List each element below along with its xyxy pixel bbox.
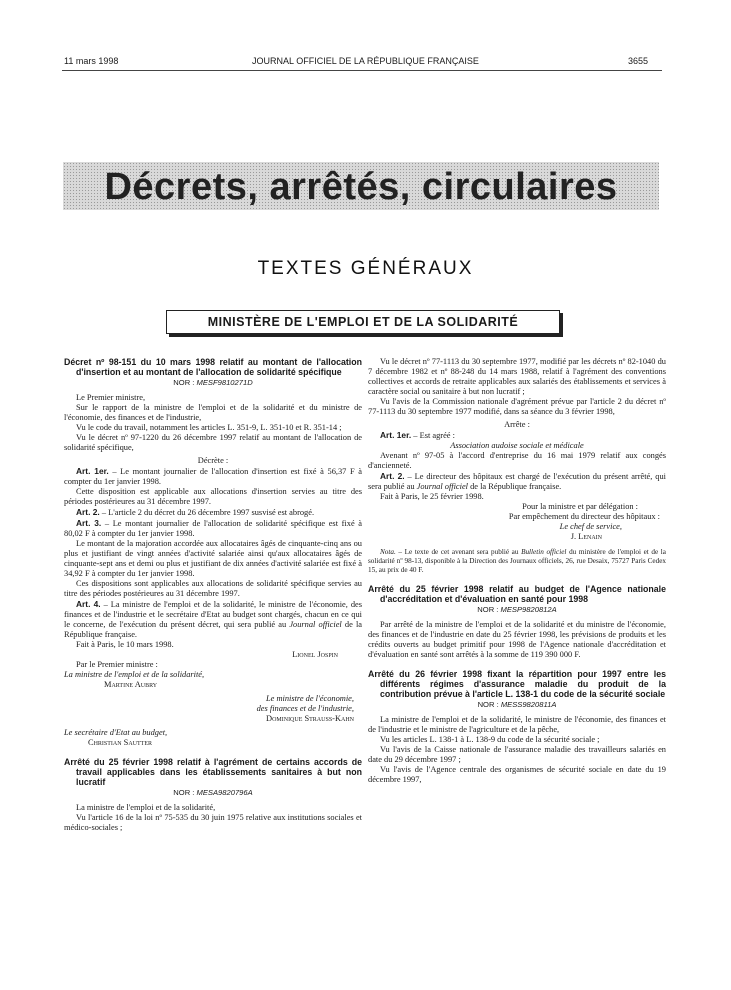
signature-role: Le ministre de l'économie, <box>265 694 354 703</box>
signature-name: Dominique Strauss-Kahn <box>266 714 354 723</box>
association-name: Association audoise sociale et médicale <box>450 441 584 450</box>
banner-title: Décrets, arrêtés, circulaires <box>104 166 618 208</box>
signature-name: Christian Sautter <box>88 738 152 747</box>
paragraph: Vu les articles L. 138-1 à L. 138-9 du code de la sécurité sociale ; <box>380 735 600 744</box>
decrete-label: Décrète : <box>197 456 229 465</box>
decree-title: Décret nº 98-151 du 10 mars 1998 relatif au montant de l'allocation d'insertion et au montant de l'allocation de solidarité spécifique <box>64 357 362 377</box>
decree-title: Arrêté du 25 février 1998 relatif au budget de l'Agence nationale d'accréditation et d'évaluation en santé pour 1998 <box>368 584 666 604</box>
paragraph: Le Premier ministre, <box>76 393 146 402</box>
paragraph: Vu le décret nº 97-1220 du 26 décembre 1997 relatif au montant de l'allocation de solidarité spécifique, <box>64 433 362 452</box>
signature-name: J. Lenain <box>570 532 602 541</box>
signature-name: Martine Aubry <box>104 680 158 689</box>
decree-title: Arrêté du 25 février 1998 relatif à l'agrément de certains accords de travail applicables dans les établissements sanitaires à but non lucratif <box>64 757 362 787</box>
decree-title: Arrêté du 26 février 1998 fixant la répartition pour 1997 entre les différents régimes d'assurance maladie du produit de la contribution prévue à l'article L. 138-1 du code de la sécurité sociale <box>368 669 666 699</box>
paragraph: Cette disposition est applicable aux allocations d'insertion servies au titre des périodes postérieures au 31 décembre 1997. <box>64 487 362 506</box>
signature-role: Par le Premier ministre : <box>76 660 158 669</box>
paragraph: Sur le rapport de la ministre de l'emploi et de la solidarité et du ministre de l'économie, des finances et de l'industrie, <box>64 403 362 422</box>
paragraph: Avenant nº 97-05 à l'accord d'entreprise du 16 mai 1979 relatif aux congés d'ancienneté. <box>368 451 666 470</box>
signature-role: Par empêchement du directeur des hôpitaux : <box>508 512 660 521</box>
article-2: Art. 2. – L'article 2 du décret du 26 décembre 1997 susvisé est abrogé. <box>76 507 315 517</box>
article-2: Art. 2. – Le directeur des hôpitaux est chargé de l'exécution du présent arrêté, qui sera publié au Journal officiel de la République française. <box>368 471 666 491</box>
paragraph: Ces dispositions sont applicables aux allocations de solidarité spécifique servies au titre des périodes postérieures au 31 décembre 1997. <box>64 579 362 598</box>
article-4: Art. 4. – La ministre de l'emploi et de la solidarité, le ministre de l'économie, des finances et de l'industrie et le secrétaire d'Etat au budget sont chargés, chacun en ce qui le concerne, de l'exécution du présent décret, qui sera publié au Journal officiel de la République française. <box>64 599 362 639</box>
paragraph: Vu l'avis de l'Agence centrale des organismes de sécurité sociale en date du 19 décembre 1997, <box>368 765 666 784</box>
arrete-label: Arrête : <box>504 420 530 429</box>
nor-reference: NOR : MESA9820796A <box>173 788 253 797</box>
signature-role: Le chef de service, <box>559 522 622 531</box>
header-journal-title: JOURNAL OFFICIEL DE LA RÉPUBLIQUE FRANÇAISE <box>252 56 479 66</box>
paragraph: La ministre de l'emploi et de la solidarité, le ministre de l'économie, des finances et de l'industrie et le ministre de l'agriculture et de la pêche, <box>368 715 666 734</box>
header-page-number: 3655 <box>628 56 649 66</box>
left-column <box>64 357 362 833</box>
paragraph: Le montant de la majoration accordée aux allocataires âgés de cinquante-cinq ans ou plus et justifiant de vingt années d'activité salariée ainsi qu'aux allocataires âgés de cinquante-sept ans et demi ou plus et justifiant de dix années d'activité salariée est fixé à 34,92 F à compter du 1er janvier 1998. <box>64 539 362 578</box>
paragraph: Par arrêté de la ministre de l'emploi et de la solidarité et du ministre de l'économie, des finances et de l'industrie en date du 25 février 1998, les prévisions de produits et les crédits ouverts au budget primitif pour 1998 de l'Agence nationale d'accréditation et d'évaluation en santé sont arrêtés à la somme de 119 390 000 F. <box>368 620 666 659</box>
signature-date: Fait à Paris, le 25 février 1998. <box>380 492 484 501</box>
signature-name: Lionel Jospin <box>292 650 338 659</box>
signature-role: des finances et de l'industrie, <box>256 704 354 713</box>
paragraph: Vu le code du travail, notamment les articles L. 351-9, L. 351-10 et R. 351-14 ; <box>76 423 342 432</box>
article-3: Art. 3. – Le montant journalier de l'allocation de solidarité spécifique est fixé à 80,02 F à compter du 1er janvier 1998. <box>64 518 362 538</box>
signature-date: Fait à Paris, le 10 mars 1998. <box>76 640 174 649</box>
signature-role: La ministre de l'emploi et de la solidarité, <box>64 670 205 679</box>
article-1: Art. 1er. – Le montant journalier de l'allocation d'insertion est fixé à 56,37 F à compter du 1er janvier 1998. <box>64 466 362 486</box>
ministry-box: MINISTÈRE DE L'EMPLOI ET DE LA SOLIDARITÉ <box>166 310 560 334</box>
nota-note: Nota. – Le texte de cet avenant sera publié au Bulletin officiel du ministère de l'emploi et de la solidarité nº 98-13, disponible à la Direction des Journaux officiels, 26, rue Desaix, 75727 Paris Cedex 15, au prix de 40 F. <box>368 548 666 574</box>
nor-reference: NOR : MESS9820811A <box>477 700 557 709</box>
signature-role: Le secrétaire d'Etat au budget, <box>64 728 168 737</box>
header-date: 11 mars 1998 <box>64 56 119 66</box>
section-banner <box>63 162 659 210</box>
article-1: Art. 1er. – Est agréé : <box>380 430 455 440</box>
paragraph: Vu l'avis de la Commission nationale d'agrément prévue par l'article 2 du décret nº 77-1113 du 30 septembre 1977 modifié, dans sa séance du 3 février 1998, <box>368 397 666 416</box>
paragraph: La ministre de l'emploi et de la solidarité, <box>76 803 216 812</box>
paragraph: Vu l'article 16 de la loi nº 75-535 du 30 juin 1975 relative aux institutions sociales et médico-sociales ; <box>64 813 362 832</box>
signature-role: Pour la ministre et par délégation : <box>522 502 638 511</box>
nor-reference: NOR : MESP9820812A <box>477 605 557 614</box>
nor-reference: NOR : MESF9810271D <box>173 378 253 387</box>
paragraph: Vu le décret nº 77-1113 du 30 septembre 1977, modifié par les décrets nº 82-1040 du 7 décembre 1982 et nº 88-248 du 14 mars 1988, relatif à l'agrément des conventions collectives et accords de retraite applicables aux salariés des établissements et services à caractère social ou sanitaire à but non lucratif ; <box>368 357 666 396</box>
right-column <box>368 357 666 785</box>
header-rule <box>62 70 662 71</box>
section-title: TEXTES GÉNÉRAUX <box>257 258 474 279</box>
paragraph: Vu l'avis de la Caisse nationale de l'assurance maladie des travailleurs salariés en date du 29 décembre 1997 ; <box>368 745 666 764</box>
